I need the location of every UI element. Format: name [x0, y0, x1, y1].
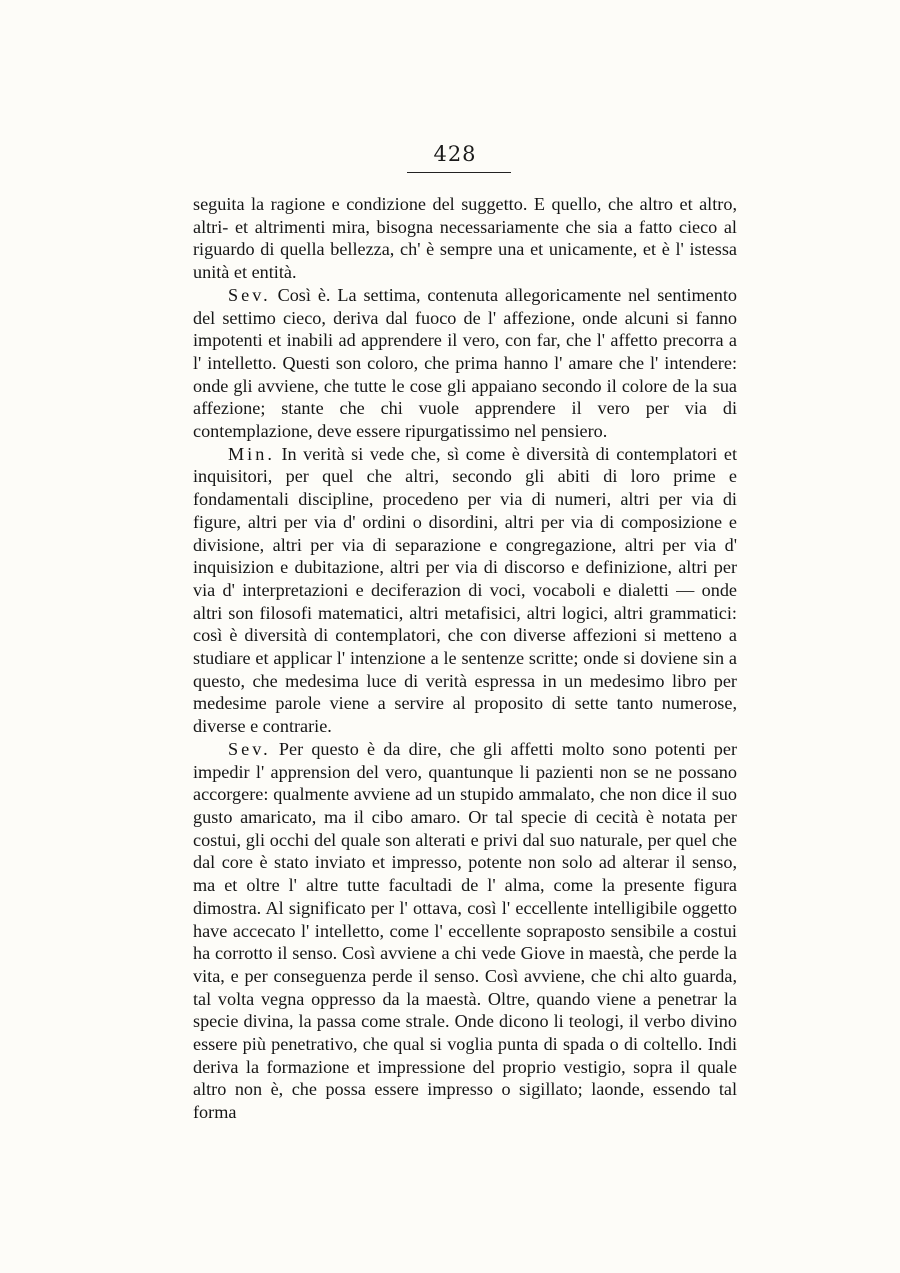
- body-text: [193, 193, 737, 1124]
- paragraph-text: seguita la ragione e condizione del suggetto. E quello, che altro et altro, altri- et altrimenti mira, bisogna necessariamente che sia a fatto cieco al riguardo di quella bellezza, ch' è sempre una et unicamente, et è l' istessa unità et entità.: [193, 194, 737, 283]
- paragraph-text: Così è. La settima, contenuta allegoricamente nel sentimento del settimo cieco, deriva dal fuoco de l' affezione, onde alcuni si fanno impotenti et inabili ad apprendere il vero, con far, che l' affetto precorra a l' intelletto. Questi son coloro, che prima hanno l' amare che l' intendere: onde gli avviene, che tutte le cose gli appaiano secondo il colore de la sua affezione; stante che chi vuole apprendere il vero per via di contemplazione, deve essere ripurgatissimo nel pensiero.: [193, 284, 737, 442]
- page-number: 428: [433, 142, 477, 166]
- paragraph-sev-2: [193, 738, 737, 1124]
- speaker-label: Sev.: [228, 738, 271, 759]
- paragraph-min: [193, 443, 737, 738]
- paragraph-continuation: [193, 193, 737, 284]
- paragraph-sev-1: [193, 284, 737, 443]
- speaker-label: Sev.: [228, 284, 271, 305]
- paragraph-text: Per questo è da dire, che gli affetti molto sono potenti per impedir l' apprension del vero, quantunque li pazienti non se ne possano accorgere: qualmente avviene ad un stupido ammalato, che non dice il suo gusto amaricato, ma il cibo amaro. Or tal specie di cecità è notata per costui, gli occhi del quale son alterati e privi dal suo naturale, per quel che dal core è stato inviato et impresso, potente non solo ad alterar il senso, ma et oltre l' altre tutte facultadi de l' alma, come la presente figura dimostra. Al significato per l' ottava, così l' eccellente intelligibile oggetto have accecato l' intelletto, come l' eccellente sopraposto sensibile a costui ha corrotto il senso. Così avviene a chi vede Giove in maestà, che perde la vita, e per conseguenza perde il senso. Così avviene, che chi alto guarda, tal volta vegna oppresso da la maestà. Oltre, quando viene a penetrar la specie divina, la passa come strale. Onde dicono li teologi, il verbo divino essere più penetrativo, che qual si voglia punta di spada o di coltello. Indi deriva la formazione et impressione del proprio vestigio, sopra il quale altro non è, che possa essere impresso o sigillato; laonde, essendo tal forma: [193, 738, 738, 1123]
- header-rule: [407, 172, 511, 173]
- paragraph-text: In verità si vede che, sì come è diversità di contemplatori et inquisitori, per quel che altri, secondo gli abiti di loro prime e fondamentali discipline, procedeno per via di numeri, altri per via di figure, altri per via d' ordini o disordini, altri per via di composizione e divisione, altri per via di separazione e congregazione, altri per via d' inquisizion e dubitazione, altri per via di discorso e definizione, altri per via d' interpretazioni e deciferazion di voci, vocaboli e dialetti — onde altri son filosofi matematici, altri metafisici, altri logici, altri grammatici: così è diversità di contemplatori, che con diverse affezioni si metteno a studiare et applicar l' intenzione a le sentenze scritte; onde si doviene sin a questo, che medesima luce di verità espressa in un medesimo libro per medesime parole viene a servire al proposito di sette tanto numerose, diverse e contrarie.: [193, 443, 738, 737]
- speaker-label: Min.: [228, 443, 275, 464]
